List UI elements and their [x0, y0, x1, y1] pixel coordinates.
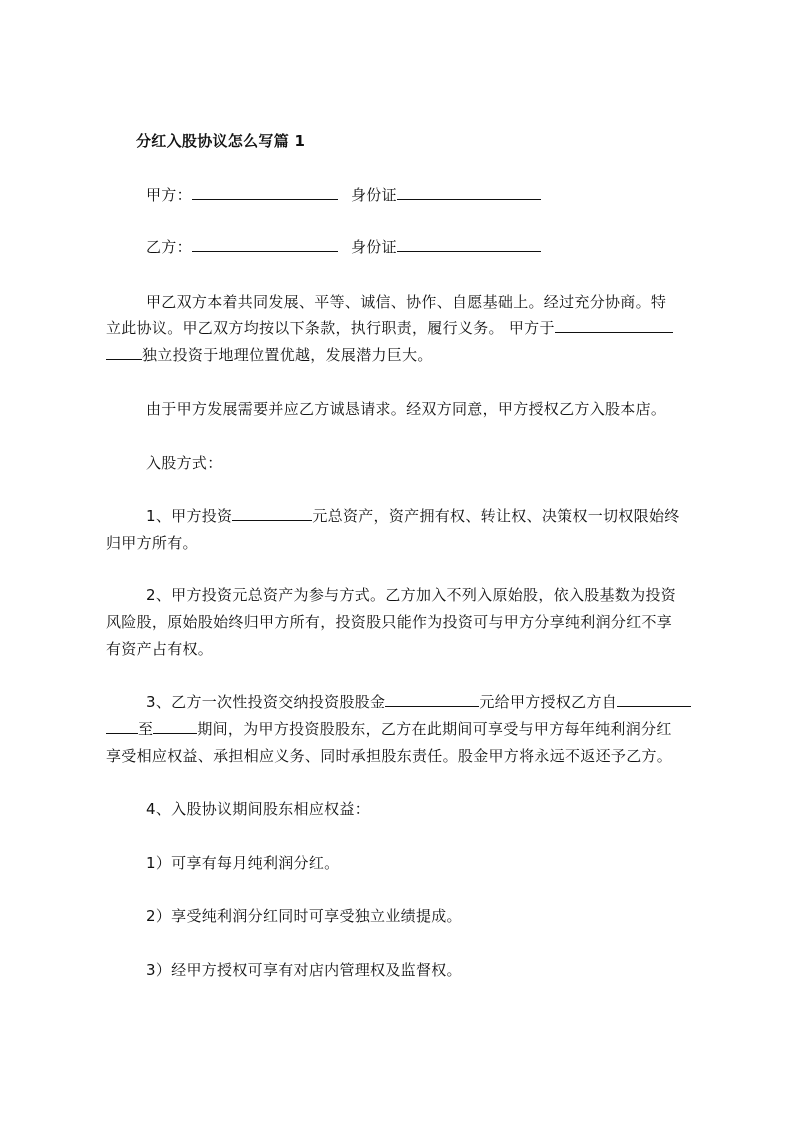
- party-a-id-blank[interactable]: [397, 184, 541, 200]
- right-1: 1）可享有每月纯利润分红。: [146, 854, 340, 872]
- para1-line3-text: 独立投资于地理位置优越，发展潜力巨大。: [142, 346, 433, 364]
- party-b-id-blank[interactable]: [397, 236, 541, 252]
- para1-line2-text: 立此协议。甲乙双方均按以下条款，执行职责，履行义务。 甲方于: [106, 319, 555, 337]
- item1-line1: [146, 505, 756, 527]
- method-heading: 入股方式：: [146, 454, 223, 472]
- para1-line2: [106, 317, 716, 339]
- para1-date-blank-cont[interactable]: [106, 344, 142, 360]
- right-2: 2）享受纯利润分红同时可享受独立业绩提成。: [146, 907, 462, 925]
- item4: 4、入股协议期间股东相应权益：: [146, 800, 371, 818]
- party-b-label: 乙方：: [146, 238, 192, 256]
- item3-start-date-blank[interactable]: [617, 691, 691, 707]
- item3-to: 至: [138, 720, 154, 738]
- item2-line2: 风险股，原始股始终归甲方所有，投资股只能作为投资可与甲方分享纯利润分红不享: [106, 613, 673, 631]
- item3-line1: [146, 691, 756, 713]
- para1-line3: [106, 344, 716, 366]
- item1-amount-blank[interactable]: [232, 505, 312, 521]
- right-3: 3）经甲方授权可享有对店内管理权及监督权。: [146, 961, 462, 979]
- para2: 由于甲方发展需要并应乙方诚恳请求。经双方同意，甲方授权乙方入股本店。: [146, 400, 667, 418]
- party-b-name-blank[interactable]: [192, 236, 338, 252]
- item3-line2-text: 期间，为甲方投资股股东，乙方在此期间可享受与甲方每年纯利润分红: [197, 720, 672, 738]
- document-title: 分红入股协议怎么写篇 1: [136, 132, 306, 150]
- item3-start-date-blank-cont[interactable]: [106, 718, 138, 734]
- para1-date-blank[interactable]: [555, 317, 673, 333]
- item1-start: 1、甲方投资: [146, 507, 233, 525]
- item3-start: 3、乙方一次性投资交纳投资股股金: [146, 693, 386, 711]
- item3-end-date-blank[interactable]: [153, 718, 197, 734]
- party-b-id-label: 身份证: [350, 238, 397, 256]
- party-a-label: 甲方：: [146, 186, 192, 204]
- item3-mid: 元给甲方授权乙方自: [479, 693, 618, 711]
- party-a-id-label: 身份证: [350, 186, 397, 204]
- item1-end: 元总资产，资产拥有权、转让权、决策权一切权限始终: [312, 507, 680, 525]
- party-b-line: [146, 236, 756, 258]
- party-a-line: [146, 184, 756, 206]
- item3-amount-blank[interactable]: [385, 691, 479, 707]
- item3-line3: 享受相应权益、承担相应义务、同时承担股东责任。股金甲方将永远不返还予乙方。: [106, 747, 673, 765]
- party-a-name-blank[interactable]: [192, 184, 338, 200]
- item2-line3: 有资产占有权。: [106, 640, 214, 658]
- para1-line1: 甲乙双方本着共同发展、平等、诚信、协作、自愿基础上。经过充分协商。特: [146, 293, 667, 311]
- item2-line1: 2、甲方投资元总资产为参与方式。乙方加入不列入原始股，依入股基数为投资: [146, 586, 677, 604]
- item3-line2: [106, 718, 716, 740]
- item1-line2: 归甲方所有。: [106, 534, 198, 552]
